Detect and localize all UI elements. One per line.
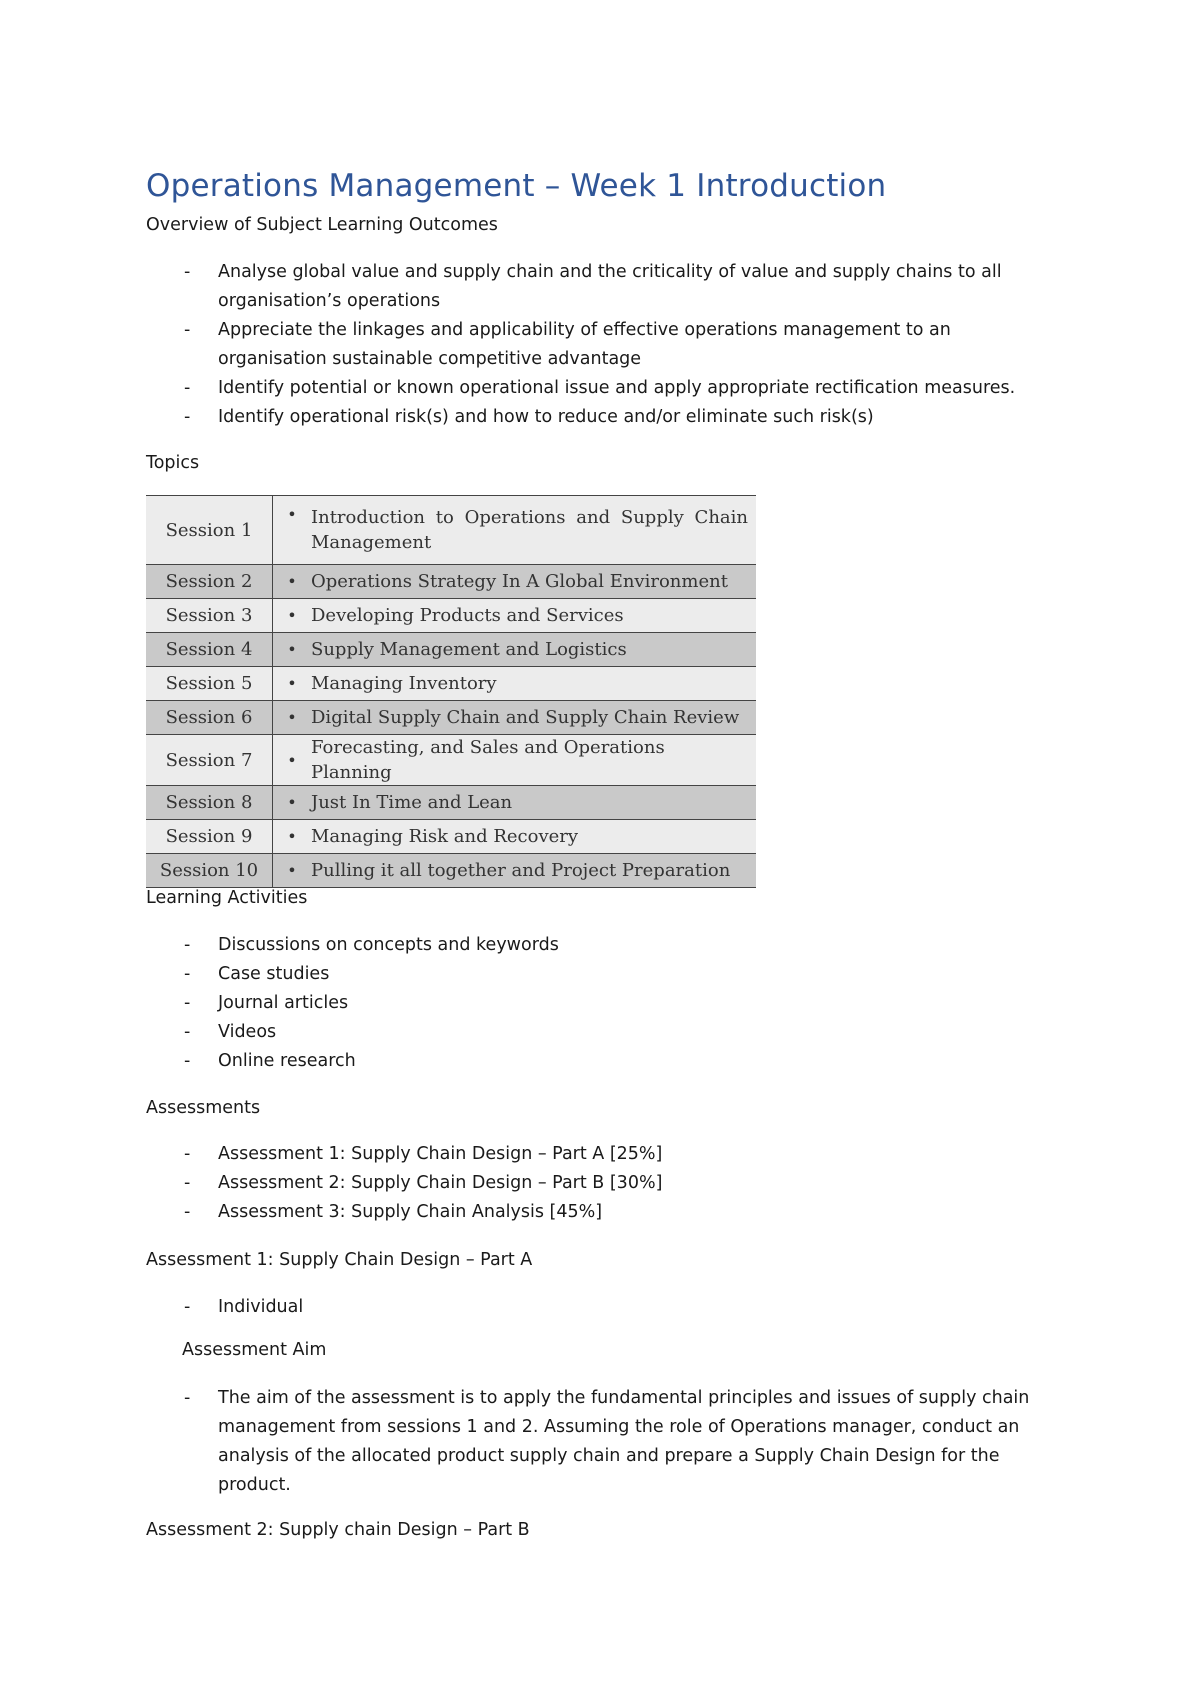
table-row [146, 820, 756, 854]
list-item: - Assessment 1: Supply Chain Design – Part A [25%] [184, 1140, 1064, 1169]
session-topic: Digital Supply Chain and Supply Chain Review [311, 701, 756, 735]
bullet: • [273, 820, 312, 854]
assessment-aim-list [184, 1384, 1064, 1500]
session-topic: Developing Products and Services [311, 599, 756, 633]
session-topic: Supply Management and Logistics [311, 633, 756, 667]
session-topic: Forecasting, and Sales and Operations Planning [311, 735, 756, 786]
list-item: - Journal articles [184, 989, 1064, 1018]
list-item: - Assessment 2: Supply Chain Design – Part B [30%] [184, 1169, 1064, 1198]
list-item: - Identify operational risk(s) and how to reduce and/or eliminate such risk(s) [184, 403, 1064, 432]
list-item: - Analyse global value and supply chain and the criticality of value and supply chains to all organisation’s operations [184, 258, 1064, 316]
table-row [146, 565, 756, 599]
session-topic: Managing Inventory [311, 667, 756, 701]
session-topic: Just In Time and Lean [311, 786, 756, 820]
table-row [146, 735, 756, 786]
assessment1-heading: Assessment 1: Supply Chain Design – Part A [146, 1250, 533, 1270]
bullet: • [273, 633, 312, 667]
learning-activities-heading: Learning Activities [146, 888, 308, 908]
table-row [146, 599, 756, 633]
page-title: Operations Management – Week 1 Introduction [146, 168, 887, 204]
session-label: Session 6 [146, 701, 273, 735]
table-row [146, 633, 756, 667]
bullet: • [273, 735, 312, 786]
assessment2-heading: Assessment 2: Supply chain Design – Part B [146, 1520, 530, 1540]
assessments-heading: Assessments [146, 1098, 261, 1118]
session-label: Session 3 [146, 599, 273, 633]
topics-table [146, 495, 756, 888]
list-item: - Appreciate the linkages and applicability of effective operations management to an organisation sustainable competitive advantage [184, 316, 1064, 374]
learning-activities-list [184, 931, 1064, 1076]
list-item: - Online research [184, 1047, 1064, 1076]
session-label: Session 10 [146, 854, 273, 888]
bullet: • [273, 701, 312, 735]
table-row [146, 667, 756, 701]
assessment1-type-list [184, 1293, 1064, 1322]
list-item: - Discussions on concepts and keywords [184, 931, 1064, 960]
session-label: Session 7 [146, 735, 273, 786]
topics-heading: Topics [146, 453, 200, 473]
list-item: - Individual [184, 1293, 1064, 1322]
session-topic: Introduction to Operations and Supply Chain Management [311, 496, 756, 565]
overview-heading: Overview of Subject Learning Outcomes [146, 215, 498, 235]
assessments-list [184, 1140, 1064, 1227]
session-label: Session 5 [146, 667, 273, 701]
table-row [146, 496, 756, 565]
session-label: Session 1 [146, 496, 273, 565]
session-label: Session 8 [146, 786, 273, 820]
table-row [146, 701, 756, 735]
session-topic: Managing Risk and Recovery [311, 820, 756, 854]
session-label: Session 9 [146, 820, 273, 854]
bullet: • [273, 667, 312, 701]
session-label: Session 4 [146, 633, 273, 667]
list-item: - Videos [184, 1018, 1064, 1047]
bullet: • [273, 496, 312, 565]
list-item: - Case studies [184, 960, 1064, 989]
bullet: • [273, 854, 312, 888]
table-row [146, 854, 756, 888]
table-row [146, 786, 756, 820]
bullet: • [273, 599, 312, 633]
session-topic: Pulling it all together and Project Preparation [311, 854, 756, 888]
overview-list [184, 258, 1064, 432]
list-item: - Identify potential or known operational issue and apply appropriate rectification measures. [184, 374, 1064, 403]
list-item: - The aim of the assessment is to apply the fundamental principles and issues of supply chain management from sessions 1 and 2. Assuming the role of Operations manager, conduct an analysis of the allocated product supply chain and prepare a Supply Chain Design for the product. [184, 1384, 1064, 1500]
session-topic: Operations Strategy In A Global Environment [311, 565, 756, 599]
list-item: - Assessment 3: Supply Chain Analysis [45%] [184, 1198, 1064, 1227]
session-label: Session 2 [146, 565, 273, 599]
bullet: • [273, 786, 312, 820]
assessment-aim-heading: Assessment Aim [182, 1340, 327, 1360]
bullet: • [273, 565, 312, 599]
